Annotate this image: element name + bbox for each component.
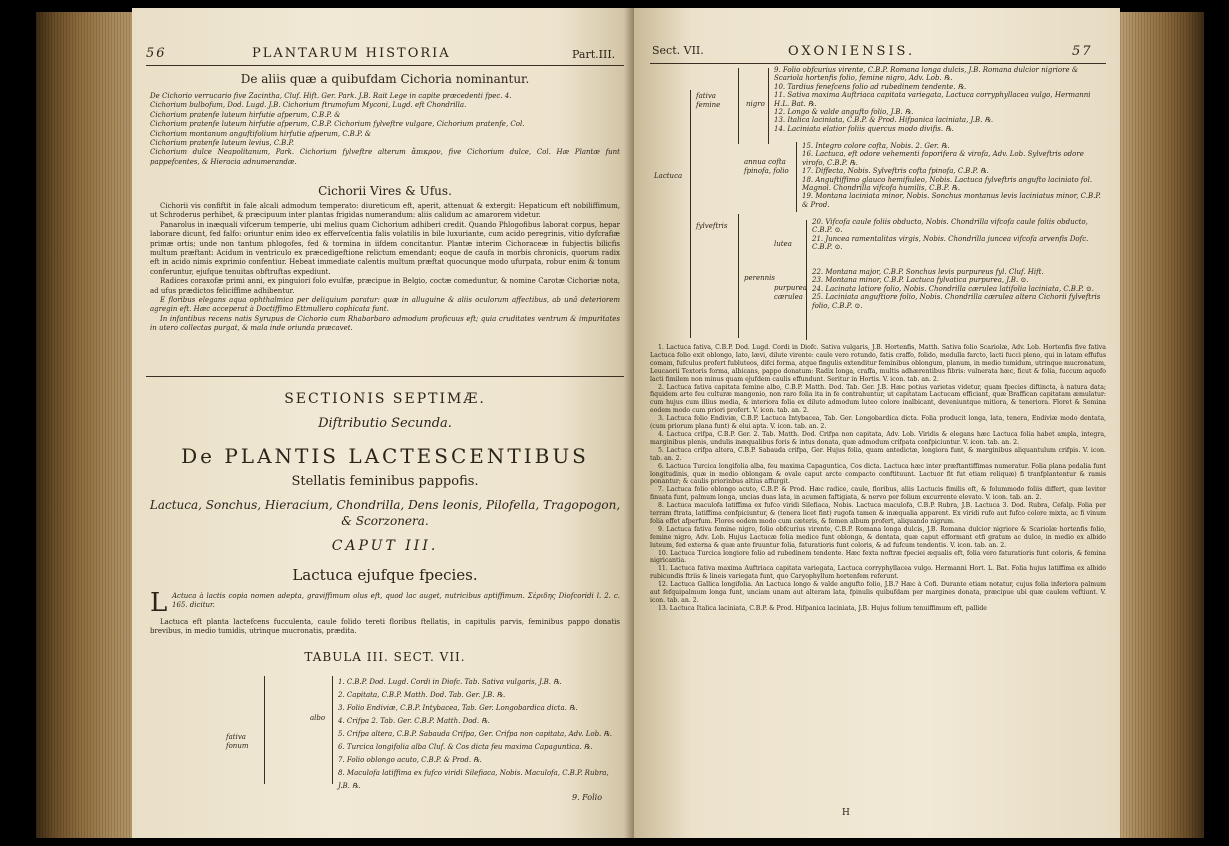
paragraph: 11. Lactuca fativa maxima Auftriaca capitata variegata, Lactuca corryphyllacea vulgo. Hermanni Hort. L. Bat. Folia hujus latiffima ex albido rubicundis ftriis & lineis variegata funt, quo Caryophyllum hortenfem referunt. xyxy=(650,565,1106,581)
tab-label-albo: albo xyxy=(310,714,326,722)
distributio-heading: Diftributio Secunda. xyxy=(318,416,452,431)
paragraph: Panarolus in inæquali vifcerum temperie, ubi melius quam Cichorium adhiberi credit. Quando Phlogofibus laborat corpus, hepar laborare dicunt, fed falfo: oriuntur enim ideo ex efferveſcentia falis volatilis in bile luxuriante, cum acido peregrinis, vitio dyfcrafiæ primæ ortis; unde non tantum phlogofes, fed & tormina in iifdem concitantur. Plantæ interim Cichoraceæ in fubjectis bilicfis multum præftant: Acidum in ventriculo ex præcedigeftione relictum emendant; eoque de caufa in morbis chronicis, quorum radix eft in acido nimis exprimio confentiur. Hebeat immediate calentis multum præftat quocunque modo ufurpata, robur enim & tonum conferuntur, ejufque tenuitas obftruftas expediunt. xyxy=(150,220,620,276)
description-paragraph: Lactuca eft planta lactefcens fucculenta, caule folido tereti floribus ftellatis, in capitulis parvis, feminibus pappo donatis brevibus, in medio tumidis, utrinque mucronatis, prædita. xyxy=(150,618,620,636)
paragraph: 3. Lactuca folio Endiviæ, C.B.P. Lactuca Intybacea, Tab. Ger. Longobardica dicta. Folia producit longa, lata, tenera, Endiviæ modo dentata, (cum priorum plana funt) & elui apta. V. icon. tab. an. 2. xyxy=(650,415,1106,431)
tab-item: 11. Sativa maxima Auftriaca capitata variegata, Lactuca corryphyllacea vulgo, Hermanni H.L. Bat. ℞. xyxy=(774,91,1091,108)
paragraph: In infantibus recens natis Syrupus de Cichorio cum Rhabarbaro admodum proficuus eft; quia cruditates ventrum & impuritates in utero collectas purgat, & mala inde oriunda præcavet. xyxy=(150,314,620,333)
tab-label-sativa: fativa femine xyxy=(696,92,721,109)
tab-item: 2. Capitata, C.B.P. Matth. Dod. Tab. Ger. J.B. ℞. xyxy=(338,691,506,699)
section-title: De aliis quæ a quibufdam Cichoria nominantur. xyxy=(240,72,530,86)
paragraph: 13. Lactuca Italica laciniata, C.B.P. & Prod. Hifpanica laciniata, J.B. Hujus folium tenuiffimum eft, pallide xyxy=(658,604,987,612)
tab-label-lactuca: Lactuca xyxy=(654,172,683,180)
running-head: PLANTARUM HISTORIA xyxy=(252,46,451,61)
paragraph: 1. Lactuca fativa, C.B.P. Dod. Lugd. Cordi in Diofc. Sativa vulgaris, J.B. Hortenfis, Matth. Sativa folio Scariolæ, Adv. Lob. Hortenfis five fativa Lactuca folio exit oblongo, lato, lævi, dilute virente: caule vero rotundo, fatis craffo, folido, medulla farcto, lacti fucci pleno, qui in latam effufus comam, fufculus profert fubluteos, difci forma, atque fingulis extenditur feminibus oblongum, planum, in medio tumidum, utrinque mucronatum, Leucaorii Textoris forma, albicans, pappo donatum: Radix longa, craffa, multis adhærentibus fibris: vulnerata hæc, ficut & folia, fuccum aquofo lacti fimilem non minus quam ejufdem caulis effundunt. Seritur in Hortis. V. icon. tab. an. 2. xyxy=(650,344,1106,383)
page-number: 56 xyxy=(146,46,167,61)
tab-item: 5. Crifpa altera, C.B.P. Sabauda Crifpa, Ger. Crifpa non capitata, Adv. Lob. ℞. xyxy=(338,730,613,738)
tab-label-sylvestris: fylveftris xyxy=(696,222,728,230)
running-head: OXONIENSIS. xyxy=(788,44,916,59)
paragraph: 6. Lactuca Turcica longifolia alba, feu maxima Capaguntica, Cos dicta. Lactuca hæc inter præftantiffimas numeratur. Folia plana pedalia funt longitudinis, quæ in medio oblongam & ovale caput arcte compacto conftituunt. Lactuor fit fut etiam reliquæ) fi tranfplantentur & ramis ponantur; & caulis priorinbus altius affurgit. xyxy=(650,462,1106,486)
tab-item: 19. Montana laciniata minor, Nobis. Sonchus montanus levis laciniatus minor, C.B.P. & Prod. xyxy=(802,192,1101,209)
tab-item: 13. Italica laciniata, C.B.P. & Prod. Hifpanica laciniata, J.B. ℞. xyxy=(774,116,994,125)
paragraph: 12. Lactuca Gallica longifolia. An Lactuca longo & valde angufto folio, J.B.? Hæc à Cofi. Durante etiam notatur, cujus folia inferiora palmum aut fefquipalmum longa funt, unciam unam aut alteram lata, fpinulis quibufdam per margines donata, præcipue ubi quæ caulem veftiunt. V. icon. tab. an. 2. xyxy=(650,581,1106,604)
right-page xyxy=(634,8,1120,838)
genera-list-cont: & Scorzonera. xyxy=(341,514,429,528)
tab-item: 10. Tardius fenefcens folio ad rubedinem tendente. ℞. xyxy=(774,82,967,91)
tab-list-purpurea xyxy=(812,268,1106,310)
sect-label: Sect. VII. xyxy=(652,44,704,57)
tab-item: 14. Laciniata elatior foliis quercus modo divifis. ℞. xyxy=(774,124,954,133)
tab-label-sativa: fativa fonum xyxy=(226,733,249,750)
tab-label-purpurea: purpurea cærulea xyxy=(774,284,807,301)
synonym: Cichorium pratenfe luteum levius, C.B.P. xyxy=(150,139,295,148)
tab-item: 18. Anguftiffimo glauco hemifiuleo, Nobis. Lactuca fylveftris angufto laciniato fol. Magnol. Chondrilla vifcofa humilis, C.B.P. ℞. xyxy=(802,175,1093,193)
tab-item: 24. Lacinata latiore folio, Nobis. Chondrilla cærulea latifolia laciniata, C.B.P. ⊙. xyxy=(812,284,1094,293)
tab-item: 8. Maculofa latiffima ex fufco viridi Silefiaca, Nobis. Maculofa, C.B.P. Rubra, J.B. ℞. xyxy=(338,769,609,790)
tab-list-left xyxy=(338,676,622,793)
tab-list-nigro xyxy=(774,66,1106,133)
tab-list-lutea xyxy=(812,218,1106,252)
tab-list-annua xyxy=(802,142,1106,209)
synonym: Cichorium dulce Neapolitanum, Park. Cichorium fylveftre alterum ἄπικρον, five Cichorium dulce, Col. Hæ Plantæ funt pappefcentes, & Hieracia adnumerandæ. xyxy=(150,148,620,166)
tab-item: 22. Montana major, C.B.P. Sonchus levis purpureus fyl. Cluf. Hift. xyxy=(812,268,1044,276)
intro-paragraph: Actuca à lactis copia nomen adepta, graviffimum olus eft, quod lac auget, nutricibus aptiffimum. Σέριδης Diofcoridi l. 2. c. 165. dicitur. xyxy=(172,592,620,610)
tab-item: 9. Folio obfcurius virente, C.B.P. Romana longa dulcis, J.B. Romana dulcior nigriore & Scariola hortenfis folio, femine nigro, Adv. Lob. ℞. xyxy=(774,66,1079,83)
tab-item: 16. Lactuca, eft odore vehementi foporifera & virofa, Adv. Lob. Sylveftris odore virofo, C.B.P. ℞. xyxy=(802,150,1084,167)
paragraph: 7. Lactuca folio oblongo acuto, C.B.P. & Prod. Hæc radice, caule, floribus, aliis Lactucis fimilis eft, & folummodo foliis differt, quæ leviter finuata funt, palmum longa, uncias duas lata, in acumen faftigiata, & nervo per folium excurrente elevato. V. icon. tab. an. 2. xyxy=(650,486,1106,502)
tab-label-lutea: lutea xyxy=(774,240,792,248)
synonym: Cichorium pratenfe luteum hirfutie afperum, C.B.P. & xyxy=(150,110,341,119)
vires-text xyxy=(150,202,620,334)
paragraph: 10. Lactuca Turcica longiore folio ad rubedinem tendente. Hæc fexta noftræ fpeciei æqualis eft, folia vero faturatioris funt coloris, & femina nigricantia. xyxy=(650,549,1106,565)
tab-item: 17. Diffecta, Nobis. Sylveftris cofta fpinofa, C.B.P. ℞. xyxy=(802,167,989,176)
synonym: Cichorium bulbofum, Dod. Lugd. J.B. Cichorium ftrumofum Myconi, Lugd. eft Chondrilla. xyxy=(150,101,467,110)
genera-list: Lactuca, Sonchus, Hieracium, Chondrilla, Dens leonis, Pilofella, Tragopogon, xyxy=(149,498,621,512)
tab-item: 4. Crifpa 2. Tab. Ger. C.B.P. Matth. Dod. ℞. xyxy=(338,717,490,725)
synonym: Cichorium pratenfe luteum hirfutie afperum, C.B.P. Cichorium fylveftre vulgare, Cichorium pratenfe, Col. xyxy=(150,120,525,129)
paragraph: 2. Lactuca fativa capitata femine albo, C.B.P. Matth. Dod. Tab. Ger. J.B. Hæc potius varietas videtur, quam fpecies diftincta, à natura data; fiquidem arte feu culturæ mangonio, non raro folia ita in fe contrahuntur, ut capitatam Lactucam efficiant, quæ Braffican capitatam æmulatur: cum hujus cum illius media, & interiora folia ex diluto admodum luteo colore inalbicant, deveniuntque mitiora, & teneriora. Floret & Semina eodem modo cum priori profert. V. icon. tab. an. 2. xyxy=(650,383,1106,415)
paragraph: E floribus elegans aqua ophthalmica per deliquium paratur: quæ in alluguine & aliis oculorum affectibus, ab unâ deteriorem agregin eft. Hæc acceperat à Doctiffimo Ettmullero cophicata funt. xyxy=(150,296,620,314)
page-edges-right xyxy=(1114,12,1204,838)
tab-item: 3. Folio Endiviæ, C.B.P. Intybacea, Tab. Ger. Longobardica dicta. ℞. xyxy=(338,704,578,712)
paragraph: 8. Lactuca maculofa latiffima ex fufco viridi Silefiaca, Nobis. Lactuca maculofa, C.B.P. Rubra, J.B. Lactuca 3. Dod. Rubra, Cefalp. Folia per terram ftrata, latiffima confpiciuntur, & (tenera licet fint) rugofa tamen & inæqualia apparent. Ex viridi rufo aut fufco colore mixta, ac fi vinum folia effet afperfum. Flores eodem modo cum cæteris, & femen album profert, aliquando nigrum. xyxy=(650,502,1106,525)
synonym: Cichorium montanum anguftifolium hirfutie afperum, C.B.P. & xyxy=(150,129,372,138)
catchword: 9. Folio xyxy=(572,793,603,802)
drop-cap: L xyxy=(150,588,168,618)
vires-title: Cichorii Vires & Ufus. xyxy=(318,184,452,198)
paragraph: 5. Lactuca crifpa altera, C.B.P. Sabauda crifpa, Ger. Hujus folia, quam antedictæ, longiora funt, & marginibus aliquantulum crifpis. V. icon. tab. an. 2. xyxy=(650,446,1106,462)
page-number: 57 xyxy=(1072,44,1093,59)
tab-item: 25. Laciniata anguftiore folio, Nobis. Chondrilla cærulea altera Cichorii fylveftris folio, C.B.P. ⊙. xyxy=(812,293,1101,310)
paragraph: 9. Lactuca fativa femine nigro, folio obfcurius virente, C.B.P. Romana longa dulcis, J.B. Romana dulcior nigriore & Scariolæ hortenfis folio, femine nigro, Adv. Lob. Hujus Lactucæ folia medice funt oblonga, & dentata, quæ caput efformant etfi gratum ac dulce, in medio ex albido luteum, fed externa & quæ ante fruuntur folia, faturatioris funt coloris, & ad fufcum tendentis. V. icon. tab. an. 2. xyxy=(650,525,1106,549)
signature-mark: H xyxy=(842,808,850,818)
open-book xyxy=(36,8,1204,838)
lactuca-title: Lactuca ejufque fpecies. xyxy=(292,566,478,584)
left-page xyxy=(132,8,636,838)
synonym-list xyxy=(150,92,620,167)
tab-item: 21. Juncea ramentalitas virgis, Nobis. Chondrilla juncea vifcofa arvenfis Dofc. C.B.P. ⊙. xyxy=(812,234,1089,252)
tab-item: 12. Longo & valde angufto folio, J.B. ℞. xyxy=(774,108,914,117)
tab-item: 6. Turcica longifolia alba Cluf. & Cos dicta feu maxima Capaguntica. ℞. xyxy=(338,743,593,751)
part-label: Part.III. xyxy=(572,48,616,61)
sectionis-heading: SECTIONIS SEPTIMÆ. xyxy=(284,391,486,407)
tabula-heading: TABULA III. SECT. VII. xyxy=(304,650,466,664)
paragraph: Radices coraxofæ primi anni, ex pinguiori folo evulfæ, præcipue in Belgio, coctæ comeduntur, & nomine Carotæ Cichoriæ nota, ad ufus prædictos feliciffime adhibentur. xyxy=(150,277,620,295)
page-edges-left xyxy=(36,12,146,838)
caput-heading: CAPUT III. xyxy=(331,538,439,554)
tab-item: 20. Vifcofa caule foliis obducto, Nobis. Chondrilla vifcofa caule foliis obducto, C.B.P. ⊙. xyxy=(812,218,1088,235)
paragraph: Cichorii vis confiftit in fale alcali admodum temperato: diureticum eft, aperit, attenuat & extergit: Hepaticum eft nobiliffimum, ut Schroderus perhibet, & præcipuum inter plantas frigidas numerandum: aliis calidum ac amarorem videtur. xyxy=(150,202,620,220)
tab-label-annua: annua cofta fpinofa, folio xyxy=(744,158,789,175)
tab-item: 15. Integro colore cofta, Nobis. 2. Ger. ℞. xyxy=(802,142,950,150)
main-title: De PLANTIS LACTESCENTIBUS xyxy=(181,444,589,468)
tab-item: 7. Folio oblongo acuto, C.B.P. & Prod. ℞. xyxy=(338,756,482,764)
tab-item: 23. Montana minor, C.B.P. Lactuca fylvatica purpurea, J.B. ⊙. xyxy=(812,276,1029,285)
tab-label-perennis: perennis xyxy=(744,274,775,282)
species-descriptions xyxy=(650,344,1106,613)
subtitle: Stellatis feminibus pappofis. xyxy=(291,474,479,489)
paragraph: 4. Lactuca crifpa, C.B.P. Ger. 2. Tab. Matth. Dod. Crifpa non capitata, Adv. Lob. Viridis & elegans hæc Lactuca folia habet ampla, integra, marginibus plenis, undulis inæqualibus foris & intus donata, quæ admodum crifpata confpiciuntur. V. icon. tab. an. 2. xyxy=(650,430,1106,446)
tab-label-nigro: nigro xyxy=(746,100,765,108)
synonym: De Cichorio verrucario five Zacintha, Cluf. Hift. Ger. Park. J.B. Rait Lege in capite præcedenti fpec. 4. xyxy=(150,92,512,100)
tab-item: 1. C.B.P. Dod. Lugd. Cordi in Diofc. Tab. Sativa vulgaris, J.B. ℞. xyxy=(338,678,562,686)
